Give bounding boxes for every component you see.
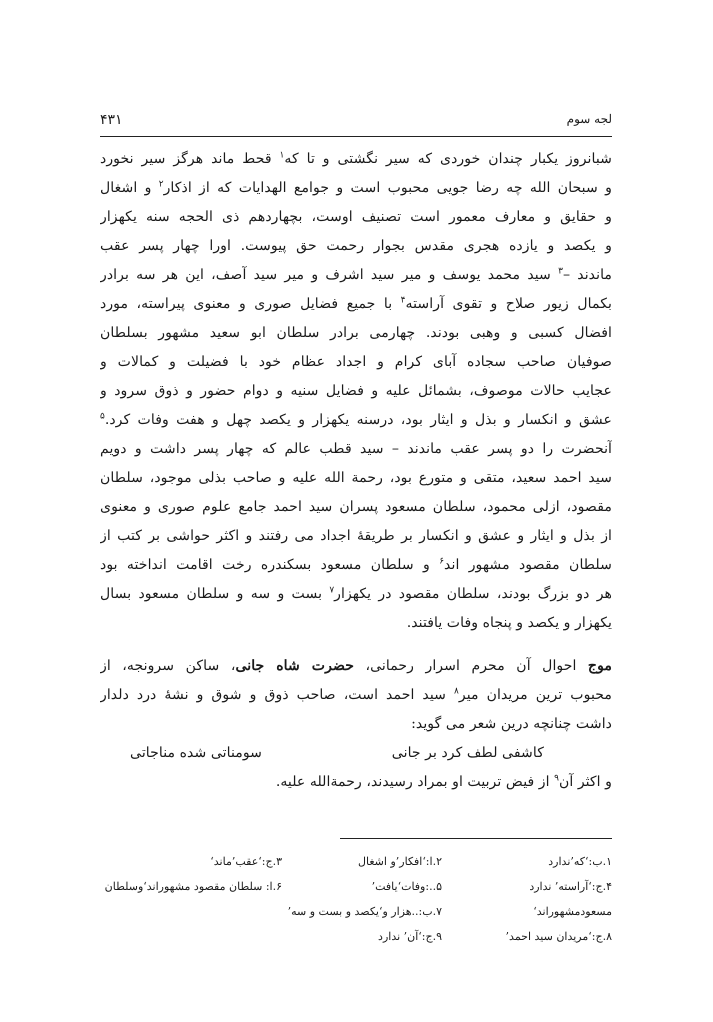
text-line: مقصود، ازلی محمود، سلطان مسعود پسران سید احمد جامع علوم صوری و معنوی bbox=[100, 499, 612, 515]
text-line: هر دو بزرگ بودند، سلطان مقصود در یکهزار$^۷$ بست و سه و سلطان مسعود بسال bbox=[100, 585, 612, 602]
paragraph-1 bbox=[100, 145, 612, 638]
text-line: بکمال زیور صلاح و تقوی آراسته$^۴$ با جمیع فضایل صوری و معنوی پیراسته، مورد bbox=[100, 295, 612, 312]
page-header bbox=[100, 112, 612, 136]
running-title: لجه سوم bbox=[566, 112, 612, 126]
verse-hemistich-1: کاشفی لطف کرد بر جانی bbox=[391, 745, 544, 761]
footnote-ref: ۷ bbox=[329, 585, 335, 596]
footnote-row bbox=[100, 899, 612, 924]
footnote-9: ۹.ج:‘آن’ ندارد bbox=[378, 930, 442, 943]
text-line: صوفیان صاحب سجاده آبای کرام و اجداد عظام خود با فضیلت و کمالات و bbox=[100, 354, 612, 370]
footnote-6: ۶.ا: سلطان مقصود مشهوراند‘وسلطان bbox=[104, 880, 282, 893]
text-line: سید احمد سعید، متقی و متورع بود، رحمة الله علیه و صاحب بذلی موجود، سلطان bbox=[100, 470, 612, 486]
text-line: ماندند –$^۳$ سید محمد یوسف و میر سید اشرف و میر سید آصف، این هر سه برادر bbox=[100, 266, 612, 283]
paragraph-2-line-2: محبوب ترین مریدان میر$^۸$ سید احمد است، صاحب ذوق و شوق و نشۀ درد دلدار bbox=[100, 686, 612, 703]
text-line: شبانروز یکبار چندان خوردی که سیر نگشتی و تا که$^۱$ قحط ماند هرگز سیر نخورد bbox=[100, 150, 612, 167]
footnote-4: ۴.ج:‘آراسته’ ندارد bbox=[529, 880, 612, 893]
text-line: افضال کسبی و وهبی بودند. چهارمی برادر سلطان ابو سعید مشهور بسلطان bbox=[100, 325, 612, 341]
footnote-2: ۲.ا:‘افکار’و اشغال bbox=[358, 855, 442, 868]
footnote-1: ۱.ب:‘که’ندارد bbox=[548, 855, 612, 868]
text-line: و حقایق و معارف معمور است تصنیف اوست، بچهاردهم ذی الحجه سنه یکهزار bbox=[100, 209, 612, 225]
paragraph-2-line-3: داشت چنانچه درین شعر می گوید: bbox=[411, 716, 612, 732]
footnote-rule bbox=[340, 838, 612, 839]
verse-hemistich-2: سومناتی شده مناجاتی bbox=[130, 745, 263, 761]
footnote-ref: ۸ bbox=[454, 686, 459, 697]
text-line: سلطان مقصود مشهور اند$^۶$ و سلطان مسعود بسکندره رخت اقامت انداخته بود bbox=[100, 556, 612, 573]
footnote-7: ۷.ب:..هزار و‘یکصد و بست و سه’ bbox=[287, 905, 442, 918]
paragraph-2-line-1: موج احوال آن محرم اسرار رحمانی، حضرت شاه جانی، ساکن سرونجه، از bbox=[100, 658, 612, 674]
page-number: ۴۳۱ bbox=[100, 112, 123, 128]
footnotes bbox=[100, 849, 612, 949]
header-rule bbox=[100, 136, 612, 137]
footnote-row bbox=[100, 874, 612, 899]
text-line: یکهزار و یکصد و پنجاه وفات یافتند. bbox=[406, 615, 612, 631]
text-line: آنحضرت را دو پسر عقب ماندند – سید قطب عالم که چهار پسر داشت و دویم bbox=[100, 441, 612, 457]
paragraph-gap bbox=[100, 638, 612, 652]
footnote-5: ۵..:وفات‘یافت’ bbox=[371, 880, 442, 893]
closing-line: و اکثر آن$^۹$ از فیض تربیت او بمراد رسیدند، رحمةالله علیه. bbox=[275, 773, 612, 790]
footnote-ref: ۱ bbox=[279, 150, 285, 161]
footnote-3: ۳.ج:‘عقب’ماند‘ bbox=[210, 855, 282, 868]
footnote-ref: ۹ bbox=[554, 773, 559, 784]
footnote-ref: ۶ bbox=[439, 556, 445, 567]
footnote-row bbox=[100, 924, 612, 949]
footnote-ref: ۵ bbox=[100, 411, 105, 422]
verse bbox=[100, 739, 612, 768]
text-line: و سبحان الله چه رضا جویی محبوب است و جوامع الهدایات که از اذکار$^۲$ و اشغال bbox=[100, 179, 612, 196]
text-line: عشق و انکسار و بذل و ایثار بود، درسنه یکهزار و یکصد چهل و هفت وفات کرد.$^۵$ bbox=[100, 411, 612, 428]
footnote-6-continued: مسعودمشهوراند‘ bbox=[533, 905, 612, 918]
footnote-8: ۸.ج:‘مریدان سید احمد’ bbox=[505, 930, 612, 943]
text-line: از بذل و ایثار و عشق و انکسار بر طریقۀ اجداد می رفتند و اکثر حواشی بر کتب از bbox=[100, 528, 612, 544]
text-line: عجایب حالات موصوف، بشمائل علیه و فضایل سنیه و دوام حضور و ذوق سرود و bbox=[100, 383, 612, 399]
person-name: حضرت شاه جانی bbox=[235, 658, 355, 674]
section-marker: موج bbox=[587, 658, 612, 674]
body-text bbox=[100, 145, 612, 797]
footnote-ref: ۲ bbox=[158, 179, 164, 190]
footnote-ref: ۳ bbox=[558, 266, 563, 277]
footnote-ref: ۴ bbox=[400, 295, 406, 306]
text-line: و یکصد و یازده هجری مقدس بجوار رحمت حق پیوست. اورا چهار پسر عقب bbox=[100, 238, 612, 254]
footnote-row bbox=[100, 849, 612, 874]
